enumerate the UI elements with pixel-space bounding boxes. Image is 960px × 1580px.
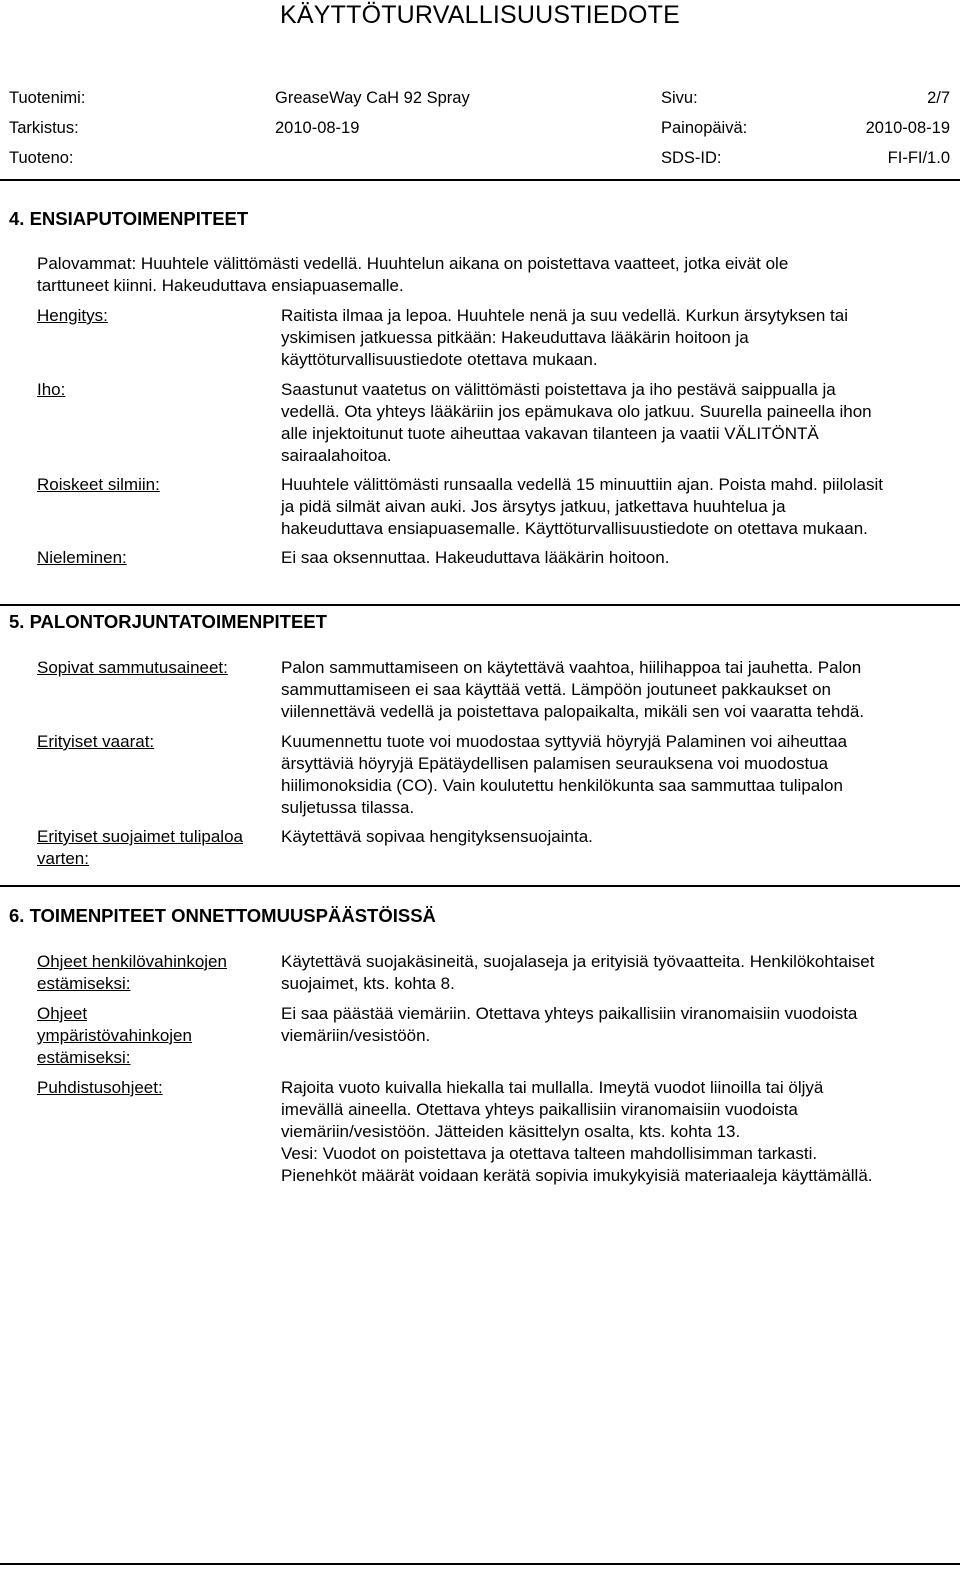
first-aid-text-skin: alle injektoitunut tuote aiheuttaa vakavan tilanteen ja vaatii VÄLITÖNTÄ xyxy=(281,424,819,443)
release-text-cleanup: imevällä aineella. Otettava yhteys paikallisiin viranomaisiin vuodoista xyxy=(281,1100,798,1119)
fire-text-extinguishing-media: viilennettävä vedellä ja poistettava palopaikalta, mikäli sen voi vaaratta tehdä. xyxy=(281,702,865,721)
release-text-cleanup: viemäriin/vesistöön. Jätteiden käsittelyn osalta, kts. kohta 13. xyxy=(281,1122,741,1141)
fire-text-extinguishing-media: Palon sammuttamiseen on käytettävä vaahtoa, hiilihappoa tai jauhetta. Palon xyxy=(281,658,862,677)
sds-id-value: FI-FI/1.0 xyxy=(887,149,950,167)
release-text-cleanup: Vesi: Vuodot on poistettava ja otettava talteen mahdollisimman tarkasti. xyxy=(281,1144,818,1163)
first-aid-label-eyes: Roiskeet silmiin: xyxy=(37,475,160,494)
release-label-environmental: estämiseksi: xyxy=(37,1048,131,1067)
section-divider xyxy=(0,604,960,606)
first-aid-text-skin: sairaalahoitoa. xyxy=(281,446,392,465)
first-aid-label-ingestion: Nieleminen: xyxy=(37,548,127,567)
product-name-label: Tuotenimi: xyxy=(9,89,86,107)
page-number: 2/7 xyxy=(927,89,950,107)
first-aid-text-inhalation: käyttöturvallisuustiedote otettava mukaan. xyxy=(281,350,598,369)
release-label-cleanup: Puhdistusohjeet: xyxy=(37,1078,163,1097)
revision-label: Tarkistus: xyxy=(9,119,79,137)
page-label: Sivu: xyxy=(661,89,698,107)
fire-text-special-hazards: suljetussa tilassa. xyxy=(281,798,415,817)
fire-label-special-hazards: Erityiset vaarat: xyxy=(37,732,155,751)
section-6-title: 6. TOIMENPITEET ONNETTOMUUSPÄÄSTÖISSÄ xyxy=(9,905,436,926)
first-aid-text-eyes: hakeuduttava ensiapuasemalle. Käyttöturvallisuustiedote on otettava mukaan. xyxy=(281,519,868,538)
product-no-label: Tuoteno: xyxy=(9,149,74,167)
release-text-cleanup: Pienehköt määrät voidaan kerätä sopivia imukykyisiä materiaaleja käyttämällä. xyxy=(281,1166,873,1185)
sds-id-label: SDS-ID: xyxy=(661,149,722,167)
section-5-title: 5. PALONTORJUNTATOIMENPITEET xyxy=(9,611,327,632)
first-aid-label-skin: Iho: xyxy=(37,380,66,399)
release-label-environmental: ympäristövahinkojen xyxy=(37,1026,192,1045)
header-divider xyxy=(0,179,960,181)
first-aid-text-skin: Saastunut vaatetus on välittömästi poistettava ja iho pestävä saippualla ja xyxy=(281,380,836,399)
release-text-environmental: viemäriin/vesistöön. xyxy=(281,1026,431,1045)
release-text-personal: suojaimet, kts. kohta 8. xyxy=(281,974,455,993)
section-4-intro-line: Palovammat: Huuhtele välittömästi vedellä. Huuhtelun aikana on poistettava vaatteet, jotka eivät ole xyxy=(37,254,789,273)
release-label-personal: Ohjeet henkilövahinkojen xyxy=(37,952,227,971)
section-4-title: 4. ENSIAPUTOIMENPITEET xyxy=(9,208,249,229)
first-aid-text-inhalation: Raitista ilmaa ja lepoa. Huuhtele nenä ja suu vedellä. Kurkun ärsytyksen tai xyxy=(281,306,848,325)
release-label-personal: estämiseksi: xyxy=(37,974,131,993)
document-title: KÄYTTÖTURVALLISUUSTIEDOTE xyxy=(280,1,680,29)
first-aid-text-skin: vedellä. Ota yhteys lääkäriin jos epämukava olo jatkuu. Suurella paineella ihon xyxy=(281,402,872,421)
fire-label-extinguishing-media: Sopivat sammutusaineet: xyxy=(37,658,228,677)
fire-text-special-hazards: hiilimonoksidia (CO). Vain koulutettu henkilökunta saa sammuttaa tulipalon xyxy=(281,776,843,795)
section-4-intro-line: tarttuneet kiinni. Hakeuduttava ensiapuasemalle. xyxy=(37,276,404,295)
fire-text-special-hazards: ärsyttäviä höyryjä Epätäydellisen palamisen seurauksena voi muodostua xyxy=(281,754,829,773)
product-name-value: GreaseWay CaH 92 Spray xyxy=(275,89,470,107)
section-divider xyxy=(0,885,960,887)
fire-text-protective-equipment: Käytettävä sopivaa hengityksensuojainta. xyxy=(281,827,593,846)
first-aid-text-eyes: Huuhtele välittömästi runsaalla vedellä 15 minuuttiin ajan. Poista mahd. piilolasit xyxy=(281,475,883,494)
release-text-environmental: Ei saa päästää viemäriin. Otettava yhteys paikallisiin viranomaisiin vuodoista xyxy=(281,1004,858,1023)
first-aid-text-inhalation: yskimisen jatkuessa pitkään: Hakeuduttava lääkärin hoitoon ja xyxy=(281,328,749,347)
print-date-label: Painopäivä: xyxy=(661,119,748,137)
footer-divider xyxy=(0,1563,960,1565)
first-aid-text-ingestion: Ei saa oksennuttaa. Hakeuduttava lääkärin hoitoon. xyxy=(281,548,670,567)
fire-text-special-hazards: Kuumennettu tuote voi muodostaa syttyviä höyryjä Palaminen voi aiheuttaa xyxy=(281,732,848,751)
fire-text-extinguishing-media: sammuttamiseen ei saa käyttää vettä. Lämpöön joutuneet pakkaukset on xyxy=(281,680,831,699)
release-text-cleanup: Rajoita vuoto kuivalla hiekalla tai mullalla. Imeytä vuodot liinoilla tai öljyä xyxy=(281,1078,824,1097)
first-aid-label-inhalation: Hengitys: xyxy=(37,306,108,325)
release-text-personal: Käytettävä suojakäsineitä, suojalaseja ja erityisiä työvaatteita. Henkilökohtaiset xyxy=(281,952,875,971)
fire-label-protective-equipment: varten: xyxy=(37,849,89,868)
release-label-environmental: Ohjeet xyxy=(37,1004,88,1023)
fire-label-protective-equipment: Erityiset suojaimet tulipaloa xyxy=(37,827,243,846)
first-aid-text-eyes: ja pidä silmät aivan auki. Jos ärsytys jatkuu, jatkettava huuhtelua ja xyxy=(281,497,786,516)
print-date: 2010-08-19 xyxy=(865,119,950,137)
revision-date: 2010-08-19 xyxy=(275,119,360,137)
